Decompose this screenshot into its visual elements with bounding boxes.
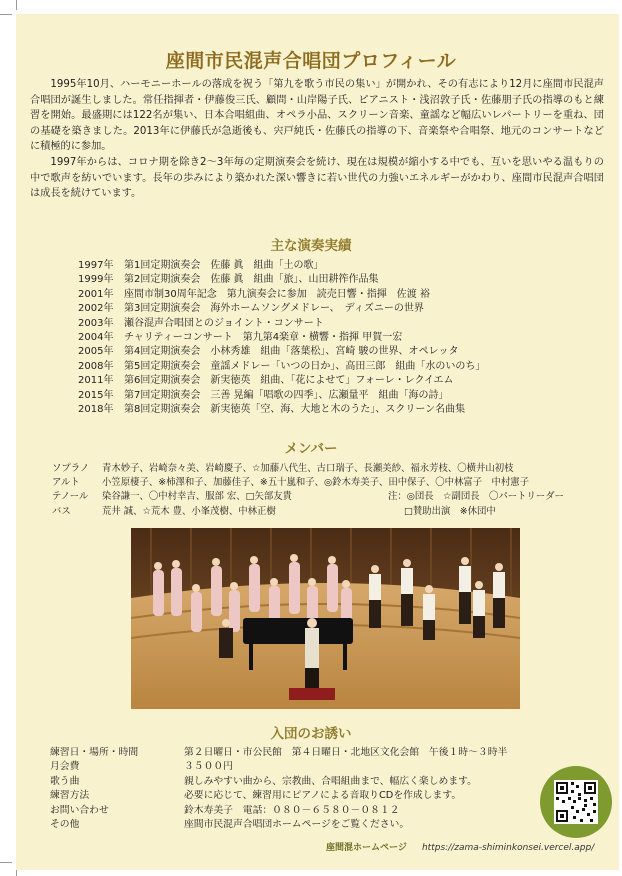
achievement-item	[78, 389, 485, 403]
achievement-text: 第1回定期演奏会 佐藤 眞 組曲「土の歌」	[124, 260, 324, 271]
invitation-value: 鈴木寿美子 電話：０８０－６５８０－０８１２	[184, 804, 400, 816]
achievement-year: 2008年	[78, 360, 114, 372]
achievement-year: 2018年	[78, 404, 114, 416]
member-names: 荒井 誠、☆荒木 豊、小峯茂樹、中林正樹	[102, 505, 276, 517]
invitation-value: 第２日曜日・市公民館 第４日曜日・北地区文化会館 午後１時〜３時半	[184, 747, 508, 758]
achievement-text: チャリティーコンサート 第九第4楽章・横響・指揮 甲賀一宏	[124, 332, 403, 344]
member-row	[52, 505, 612, 519]
invitation-value: 必要に応じて、練習用にピアノによる音取りCDを作成します。	[184, 790, 462, 802]
achievement-item	[78, 259, 485, 273]
invitation-label: 練習方法	[50, 790, 90, 802]
member-names: 染谷謙一、〇中村幸吉、服部 宏、□矢部友貴	[102, 491, 292, 503]
achievement-item	[78, 345, 485, 359]
invitation-value: ３５００円	[184, 761, 233, 773]
achievement-item	[78, 317, 485, 331]
achievement-year: 2001年	[78, 288, 114, 300]
achievement-year: 2003年	[78, 317, 114, 329]
achievements-list	[78, 259, 485, 417]
achievement-item	[78, 360, 485, 374]
achievement-item	[78, 374, 485, 388]
invitation-value: 座間市民混声合唱団ホームページをご覧ください。	[184, 818, 410, 830]
intro-paragraph: 1995年10月、ハーモニーホールの落成を祝う「第九を歌う市民の集い」が開かれ、その有志により12月に座間市民混声合唱団が誕生しました。常任指揮者・伊藤俊三氏、顧問・山岸陽子氏、ピアニスト・浅沼敦子氏・佐藤朋子氏の指導のもと練習を開始。最盛期には122名が集い、日本合唱組曲、オペラ小品、スクリーン音楽、童謡など幅広いレパートリーを重ね、団の基礎を築きました。2013年に伊藤氏が急逝後も、宍戸純氏・佐藤氏の指導の下、音楽祭や合唱祭、地元のコンサートなどに積極的に参加。	[30, 79, 604, 153]
achievement-text: 第6回定期演奏会 新実徳英 組曲、「花によせて」フォーレ・レクイエム	[124, 375, 454, 387]
achievement-text: 瀬谷混声合唱団とのジョイント・コンサート	[124, 317, 324, 329]
crop-mark	[0, 14, 12, 15]
achievement-year: 2011年	[78, 375, 114, 387]
achievement-text: 第7回定期演奏会 三善 晃編「唱歌の四季」、広瀬量平 組曲「海の詩」	[124, 389, 449, 401]
qr-code-badge[interactable]	[540, 766, 612, 838]
invitation-value: 親しみやすい曲から、宗教曲、合唱組曲まで、幅広く楽しめます。	[184, 775, 477, 787]
member-part: テノール	[52, 491, 89, 503]
invitation-label: 月会費	[50, 761, 80, 773]
homepage-link[interactable]: https://zama-shiminkonsei.vercel.app/	[421, 843, 595, 853]
achievement-text: 座間市制30周年記念 第九演奏会に参加 読売日響・指揮 佐渡 裕	[124, 288, 430, 300]
achievement-item	[78, 302, 485, 316]
member-row	[52, 462, 612, 476]
member-row	[52, 476, 612, 490]
achievements-heading: 主な演奏実績	[270, 238, 352, 254]
member-part: アルト	[52, 477, 80, 489]
achievement-text: 第8回定期演奏会 新実徳英「空、海、大地と木のうた」、スクリーン名曲集	[124, 404, 466, 416]
footer-label: 座間混ホームページ	[326, 843, 407, 853]
footer	[326, 840, 594, 853]
invitation-label: お問い合わせ	[50, 804, 109, 816]
achievement-year: 2005年	[78, 346, 114, 358]
invitation-label: その他	[50, 818, 80, 830]
members-heading: メンバー	[284, 441, 338, 457]
achievement-year: 2002年	[78, 303, 114, 315]
member-part: ソプラノ	[52, 463, 90, 474]
choir-photo	[131, 528, 520, 709]
achievement-year: 2015年	[78, 389, 114, 401]
achievement-text: 第4回定期演奏会 小林秀雄 組曲「落葉松」、宮崎 駿の世界、オペレッタ	[124, 346, 459, 358]
invitation-heading: 入団のお誘い	[270, 726, 352, 742]
crop-mark	[16, 0, 17, 10]
member-names: 青木妙子、岩崎奈々美、岩崎慶子、☆加藤八代生、古口瑞子、長瀬美紗、福永芳枝、〇横井山初枝	[102, 463, 514, 474]
intro-text	[30, 77, 604, 202]
achievement-year: 1999年	[78, 274, 114, 286]
invitation-label: 歌う曲	[50, 775, 80, 787]
achievement-text: 第2回定期演奏会 佐藤 眞 組曲「旅」、山田耕筰作品集	[124, 274, 379, 286]
achievement-year: 1997年	[78, 260, 114, 271]
achievement-year: 2004年	[78, 332, 114, 344]
invitation-label: 練習日・場所・時間	[50, 747, 139, 758]
achievement-text: 第5回定期演奏会 童謡メドレー「いつの日か」、高田三郎 組曲「水のいのち」	[124, 360, 486, 372]
qr-code-icon	[540, 766, 612, 838]
member-legend: 注：◎団長 ☆副団長 〇パートリーダー	[388, 491, 564, 503]
achievement-text: 第3回定期演奏会 海外ホームソングメドレー、 ディズニーの世界	[124, 303, 424, 315]
member-part: バス	[52, 505, 71, 517]
crop-mark	[0, 862, 12, 863]
achievement-item	[78, 288, 485, 302]
intro-paragraph: 1997年からは、コロナ期を除き2〜3年毎の定期演奏会を続け、現在は規模が縮小する中でも、互いを思いやる温もりの中で歌声を紡いでいます。長年の歩みにより築かれた深い響きに若い世代の力強いエネルギーがかわり、座間市民混声合唱団は成長を続けています。	[30, 156, 604, 200]
member-names: 小笠原棲子、※柿澤和子、加藤佳子、※五十嵐和子、◎鈴木寿美子、田中保子、〇中林富子 中村憲子	[102, 477, 530, 489]
achievement-item	[78, 331, 485, 345]
member-legend: □賛助出演 ※休団中	[404, 505, 496, 517]
member-row	[52, 490, 612, 504]
achievement-item	[78, 403, 485, 417]
achievement-item	[78, 273, 485, 287]
page-title: 座間市民混声合唱団プロフィール	[165, 50, 457, 72]
choir-photo-illustration	[131, 528, 520, 709]
members-list	[52, 462, 612, 519]
